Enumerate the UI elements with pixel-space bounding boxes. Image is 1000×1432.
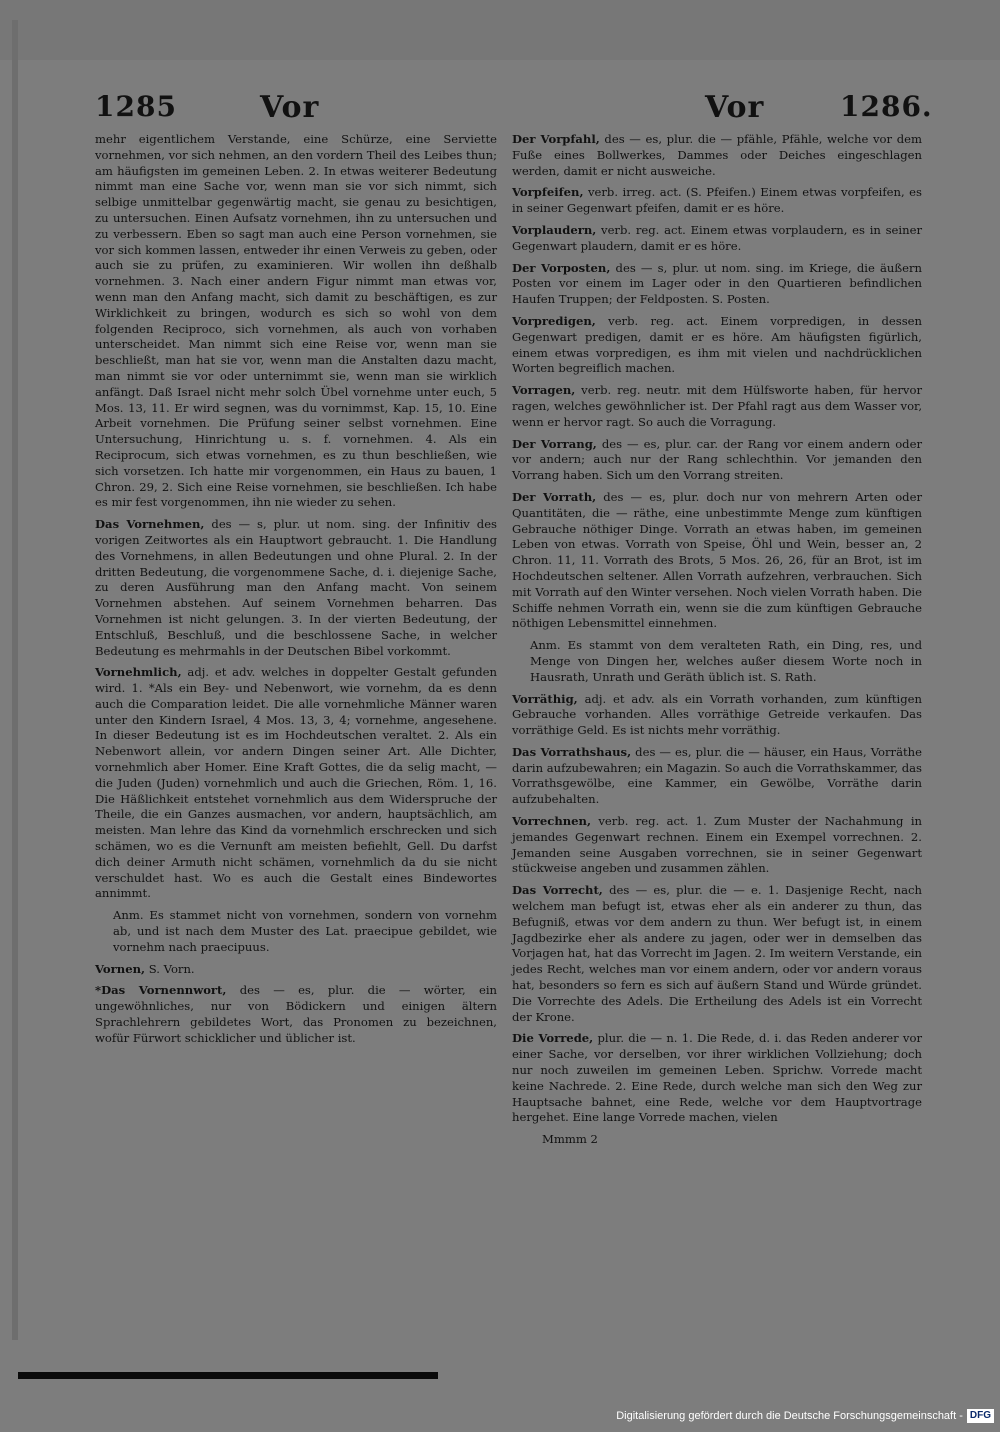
entry-text: des — es, plur. die — pfähle, Pfähle, welche vor dem Fuße eines Bollwerkes, Dammes oder Deiches eingeschlagen werden, damit er nicht ausweiche. [512,132,922,178]
entry-headword: Vorrechnen, [512,814,592,829]
dictionary-entry [512,383,922,430]
entry-headword: Vorplaudern, [512,222,597,237]
scan-top-edge [0,0,1000,60]
footer-text: Digitalisierung gefördert durch die Deutsche Forschungsgemeinschaft - [616,1410,963,1422]
dictionary-entry [512,223,922,255]
footer [616,1408,994,1424]
entry-text: verb. reg. act. Einem vorpredigen, in dessen Gegenwart predigen, damit er es höre. Am häufigsten figürlich, einem etwas vorpredigen, es ihm mit vielen und nachdrücklichen Worten begreiflich machen. [512,313,922,376]
entry-headword: Vorpfeifen, [512,185,584,200]
page-number-right: 1286. [840,90,933,123]
page-number-left: 1285 [95,90,177,123]
entry-headword: *Das Vornennwort, [95,983,227,998]
running-head-left: Vor [260,90,320,125]
entry-headword: Das Vorrecht, [512,883,603,898]
entry-headword: Vorräthig, [512,691,578,706]
entry-text: adj. et adv. als ein Vorrath vorhanden, zum künftigen Gebrauche vorhanden. Alles vorräthige Getreide verkaufen. Das vorräthige Geld. Es ist nichts mehr vorräthig. [512,691,922,738]
scan-left-edge [12,20,18,1340]
dfg-logo: DFG [967,1409,994,1423]
entry-text: verb. reg. act. Einem etwas vorplaudern, es in seiner Gegenwart plaudern, damit er es höre. [512,222,922,253]
dictionary-entry [512,314,922,377]
right-column [512,132,922,1148]
dictionary-entry [512,261,922,308]
dictionary-entry [512,1031,922,1126]
dictionary-entry [512,814,922,877]
entry-text: des — es, plur. die — e. 1. Dasjenige Recht, nach welchem man befugt ist, etwas eher als ein anderer zu thun, das Befugniß, etwas vor dem andern zu thun. Wer befugt ist, in einem Jagdbezirke eher als andere zu jagen, oder wer in demselben das Vorjagen hat, hat das Vorrecht im Jagen. 2. Im weitern Verstande, ein jedes Recht, welches man vor einem andern, oder vor andern voraus hat, besonders so fern es sich auf äußern Stand und Würde gründet. Die Vorrechte des Adels. Die Ertheilung des Adels ist ein Vorrecht der Krone. [512,883,922,1024]
dictionary-page [40,60,960,1380]
dictionary-entry [95,983,497,1046]
entry-headword: Der Vorrath, [512,489,597,504]
dictionary-entry [512,437,922,484]
entry-note: Anm. Es stammet nicht von vornehmen, sondern von vornehm ab, und ist nach dem Muster des Lat. praecipue gebildet, wie vornehm nach praecipuus. [113,908,497,954]
entry-headword: Das Vornehmen, [95,517,205,532]
dictionary-entry [95,517,497,659]
entry-headword: Das Vorrathshaus, [512,744,632,759]
entry-text: adj. et adv. welches in doppelter Gestalt gefunden wird. 1. *Als ein Bey- und Nebenwort, wie vornehm, da es denn auch die Comparation leidet. Die alle vornehmliche Männer waren unter den Kindern Israel, 4 Mos. 13, 3, 4; vornehme, angesehene. In dieser Bedeutung ist es im Hochdeutschen veraltet. 2. Als ein Nebenwort allein, vor andern Dingen seiner Art. Alle Dichter, vornehmlich aber Homer. Eine Kraft Gottes, die da selig macht, — die Juden (Juden) vornehmlich und auch die Griechen, Röm. 1, 16. Die Häßlichkeit entstehet vornehmlich aus dem Widerspruche der Theile, die ein Ganzes ausmachen, vor andern, hauptsächlich, am meisten. Man lehre das Kind da vornehmlich erschrecken und sich schämen, wo es die Vernunft am meisten befiehlt, Gell. Du darfst dich deiner Armuth nicht schämen, vornehmlich da du sie nicht verschuldet hast. Wo es auch die Gestalt eines Bindewortes annimmt. [95,665,497,901]
entry-text: des — es, plur. die — wörter, ein ungewöhnliches, nur von Bödickern und einigen ältern Sprachlehrern gebildetes Wort, das Pronomen zu bezeichnen, wofür Fürwort schicklicher und üblicher ist. [95,983,497,1045]
dictionary-entry [95,908,497,955]
entry-text: S. Vorn. [145,961,195,976]
dictionary-entry [512,185,922,217]
dictionary-entry [512,692,922,739]
entry-text: plur. die — n. 1. Die Rede, d. i. das Reden anderer vor einer Sache, vor derselben, vor ihrer wirklichen Vollziehung; doch nur noch zuweilen im gemeinen Leben. Sprichw. Vorrede macht keine Nachrede. 2. Eine Rede, durch welche man sich den Weg zur Hauptsache bahnet, eine Rede, welche vor dem Hauptvortrage hergehet. Eine lange Vorrede machen, vielen [512,1031,922,1125]
entry-headword: Vornen, [95,961,146,976]
entry-headword: Der Vorrang, [512,436,597,451]
entry-text: des — s, plur. ut nom. sing. der Infinitiv des vorigen Zeitwortes als ein Hauptwort gebraucht. 1. Die Handlung des Vornehmens, in allen Bedeutungen und ohne Plural. 2. In der dritten Bedeutung, die vorgenommene Sache, d. i. diejenige Sache, zu deren Ausführung man den Anfang macht. Von seinem Vornehmen abstehen. Auf seinem Vornehmen beharren. Das Vornehmen ist nicht gelungen. 3. In der vierten Bedeutung, der Entschluß, Beschluß, und die beschlossene Sache, in welcher Bedeutung es mehrmahls in der Deutschen Bibel vorkommt. [95,517,498,658]
entry-headword: Der Vorposten, [512,260,611,275]
dictionary-entry [512,883,922,1025]
dictionary-entry [95,665,497,902]
entry-headword: Vorragen, [512,383,576,398]
dictionary-entry [512,638,922,685]
entry-text: des — es, plur. doch nur von mehrern Arten oder Quantitäten, die — räthe, eine unbestimmte Menge zum künftigen Gebrauche nöthiger Dinge. Vorrath an etwas haben, im gemeinen Leben von etwas. Vorrath von Speise, Öhl und Wein, besser an, 2 Chron. 11, 11. Vorrath des Brots, 5 Mos. 26, 26, für an Brot, ist im Hochdeutschen seltener. Allen Vorrath aufzehren, verbrauchen. Sich mit Vorrath auf den Winter versehen. Noch vielen Vorrath haben. Die Schiffe nehmen Vorrath ein, wenn sie die zum künftigen Gebrauche nöthigen Lebensmittel einnehmen. [512,489,922,631]
page-header [95,90,955,130]
bottom-rule [18,1372,438,1379]
entry-text: verb. reg. act. 1. Zum Muster der Nachahmung in jemandes Gegenwart rechnen. Einem ein Exempel vorrechnen. 2. Jemanden seine Ausgaben vorrechnen, sie in seiner Gegenwart stückweise angeben und zusammen zählen. [512,814,922,876]
entry-headword: Vornehmlich, [95,665,182,680]
entry-headword: Vorpredigen, [512,313,596,328]
entry-text: verb. reg. neutr. mit dem Hülfsworte haben, für hervor ragen, welches gewöhnlicher ist. Der Pfahl ragt aus dem Wasser vor, wenn er hervor ragt. So auch die Vorragung. [512,383,922,429]
dictionary-entry [512,132,922,179]
dictionary-entry [95,962,497,978]
entry-headword: Der Vorpfahl, [512,132,600,146]
entry-text: verb. irreg. act. (S. Pfeifen.) Einem etwas vorpfeifen, es in seiner Gegenwart pfeifen, damit er es höre. [512,185,922,216]
entry-text: des — es, plur. car. der Rang vor einem andern oder vor andern; auch nur der Rang schlechthin. Vor jemanden den Vorrang haben. Sich um den Vorrang streiten. [512,436,922,483]
entry-text: des — s, plur. ut nom. sing. im Kriege, die äußern Posten vor einem im Lager oder in den Quartieren befindlichen Haufen Truppen; der Feldposten. S. Posten. [512,260,922,307]
entry-text: des — es, plur. die — häuser, ein Haus, Vorräthe darin aufzubewahren; ein Magazin. So auch die Vorrathskammer, das Vorrathsgewölbe, eine Kammer, ein Gewölbe, Vorräthe darin aufzubehalten. [512,744,922,807]
dictionary-entry [95,132,497,511]
signature-mark: Mmmm 2 [542,1132,598,1147]
entry-headword: Die Vorrede, [512,1031,594,1046]
dictionary-entry [512,490,922,632]
entry-note: Anm. Es stammt von dem veralteten Rath, ein Ding, res, und Menge von Dingen her, welches außer diesem Worte noch in Hausrath, Unrath und Geräth üblich ist. S. Rath. [530,638,922,684]
entry-text: mehr eigentlichem Verstande, eine Schürze, eine Serviette vornehmen, vor sich nehmen, an den vordern Theil des Leibes thun; am häufigsten im gemeinen Leben. 2. In etwas weiterer Bedeutung nimmt man eine Sache vor, wenn man sie vor sich nimmt, sich selbige unmittelbar gegenwärtig macht, sie genau zu besichtigen, zu untersuchen. Einen Aufsatz vornehmen, ihn zu untersuchen und zu verbessern. Eben so sagt man auch eine Person vornehmen, sie vor sich kommen lassen, entweder ihr einen Verweis zu geben, oder auch sie zu prüfen, zu examinieren. Wir wollen ihn deßhalb vornehmen. 3. Nach einer andern Figur nimmt man etwas vor, wenn man den Anfang macht, sich damit zu beschäftigen, es zur Wirklichkeit zu bringen, wodurch es sich so wohl von dem folgenden Reciproco, sich vornehmen, als auch von vorhaben unterscheidet. Man nimmt sich eine Reise vor, wenn man sie beschließt, man hat sie vor, wenn man die Anstalten dazu macht, man nimmt sie vor oder unternimmt sie, wenn man sie wirklich anfängt. Daß Israel nicht mehr solch Übel vornehme unter euch, 5 Mos. 13, 11. Er wird segnen, was du vornimmst, Kap. 15, 10. Eine Arbeit vornehmen. Die Prüfung seiner selbst vornehmen. Eine Untersuchung, Hinrichtung u. s. f. vornehmen. 4. Als ein Reciprocum, sich etwas vornehmen, es zu thun beschließen, wie sich vorsetzen. Ich hatte mir vorgenommen, ein Haus zu bauen, 1 Chron. 29, 2. Sich eine Reise vornehmen, sie beschließen. Ich habe es mir fest vorgenommen, ihn nie wieder zu sehen. [95,132,497,510]
left-column [95,132,497,1053]
running-head-right: Vor [705,90,765,125]
dictionary-entry [512,745,922,808]
